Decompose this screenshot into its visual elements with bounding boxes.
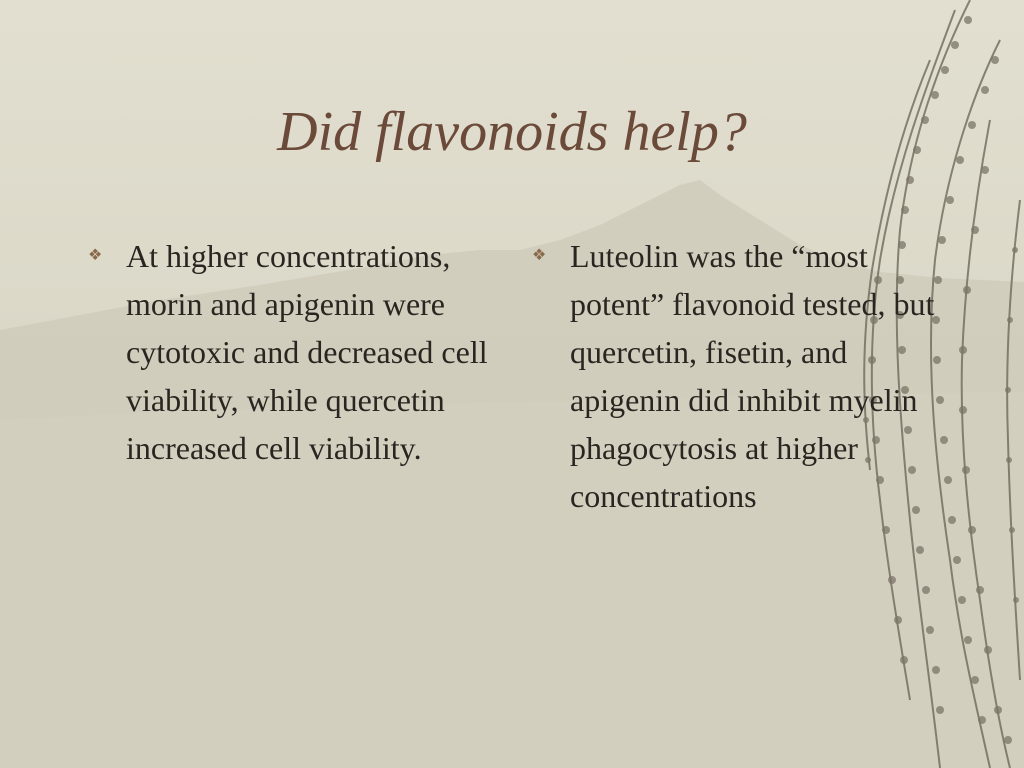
diamond-cluster-icon: ❖ [88,247,103,264]
right-column [532,232,952,520]
diamond-cluster-icon: ❖ [532,247,547,264]
bullet-item-left [88,232,488,472]
slide-title: Did flavonoids help? [277,101,747,163]
left-column [88,232,488,472]
bullet-text-right: Luteolin was the “most potent” flavonoid tested, but quercetin, fisetin, and apigenin did inhibit myelin phagocytosis at higher concentrations [570,238,935,514]
bullet-text-left: At higher concentrations, morin and apigenin were cytotoxic and decreased cell viability, while quercetin increased cell viability. [126,238,488,466]
bullet-item-right [532,232,952,520]
